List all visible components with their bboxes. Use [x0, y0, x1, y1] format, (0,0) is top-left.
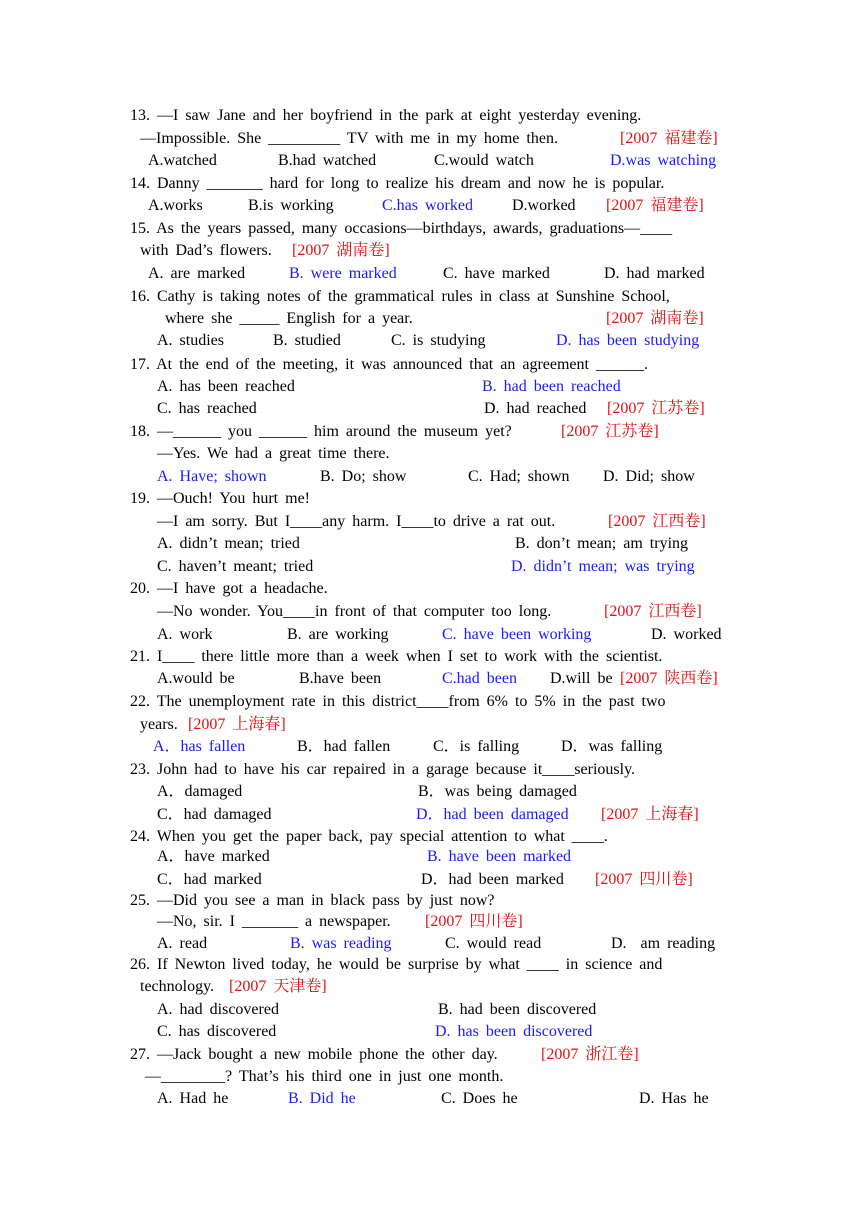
q17-stem: 17. At the end of the meeting, it was announced that an agreement ______. — [130, 356, 648, 373]
q24-stem: 24. When you get the paper back, pay special attention to what ____. — [130, 828, 608, 845]
q19-source: [2007 江西卷] — [608, 513, 706, 530]
q15-stem: 15. As the years passed, many occasions—birthdays, awards, graduations—____ — [130, 220, 673, 237]
q27-source: [2007 浙江卷] — [541, 1046, 639, 1063]
q13-stem: 13. —I saw Jane and her boyfriend in the park at eight yesterday evening. — [130, 107, 642, 124]
q27-option-d: D. Has he — [639, 1090, 709, 1107]
q18-option-b: B. Do; show — [320, 468, 407, 485]
q16-option-b: B. studied — [273, 332, 341, 349]
q19-option-d-answer: D. didn’t mean; was trying — [511, 558, 695, 575]
q24-source: [2007 四川卷] — [595, 871, 693, 888]
q20-option-d: D. worked — [651, 626, 722, 643]
q15-stem-2: with Dad’s flowers. — [140, 242, 272, 259]
q16-source: [2007 湖南卷] — [606, 310, 704, 327]
q14-option-b: B.is working — [248, 197, 334, 214]
q16-option-c: C. is studying — [391, 332, 486, 349]
q13-option-a: A.watched — [148, 152, 217, 169]
q21-option-b: B.have been — [299, 670, 382, 687]
q21-option-c-answer: C.had been — [442, 670, 517, 687]
q27-stem: 27. —Jack bought a new mobile phone the other day. — [130, 1046, 498, 1063]
q25-option-c: C. would read — [445, 935, 542, 952]
q25-stem: 25. —Did you see a man in black pass by just now? — [130, 892, 495, 909]
q20-option-c-answer: C. have been working — [442, 626, 592, 643]
q19-stem: 19. —Ouch! You hurt me! — [130, 490, 310, 507]
q19-option-c: C. haven’t meant; tried — [157, 558, 314, 575]
q18-option-d: D. Did; show — [603, 468, 695, 485]
q27-stem-2: —________? That’s his third one in just one month. — [145, 1068, 504, 1085]
q15-option-a: A. are marked — [148, 265, 246, 282]
q17-option-c: C. has reached — [157, 400, 257, 417]
q13-option-b: B.had watched — [278, 152, 377, 169]
q17-option-a: A. has been reached — [157, 378, 295, 395]
q17-source: [2007 江苏卷] — [607, 400, 705, 417]
q20-option-b: B. are working — [287, 626, 389, 643]
q23-stem: 23. John had to have his car repaired in a garage because it____seriously. — [130, 761, 636, 778]
q23-option-a: A．damaged — [157, 783, 243, 800]
q25-stem-2: —No, sir. I _______ a newspaper. — [157, 913, 391, 930]
q16-stem: 16. Cathy is taking notes of the grammatical rules in class at Sunshine School, — [130, 288, 670, 305]
q19-option-b: B. don’t mean; am trying — [515, 535, 689, 552]
q27-option-c: C. Does he — [441, 1090, 518, 1107]
q23-option-c: C．had damaged — [157, 806, 272, 823]
q15-option-c: C. have marked — [443, 265, 550, 282]
q26-stem-2: technology. — [140, 978, 215, 995]
q13-stem-2: —Impossible. She _________ TV with me in my home then. — [140, 130, 558, 147]
q25-option-d: D. am reading — [611, 935, 716, 952]
q22-option-b: B．had fallen — [297, 738, 391, 755]
q26-option-a: A. had discovered — [157, 1001, 279, 1018]
q27-option-a: A. Had he — [157, 1090, 229, 1107]
q23-option-b: B．was being damaged — [418, 783, 577, 800]
q15-option-d: D. had marked — [604, 265, 705, 282]
q26-stem: 26. If Newton lived today, he would be surprise by what ____ in science and — [130, 956, 663, 973]
q18-source: [2007 江苏卷] — [561, 423, 659, 440]
q24-option-b-answer: B. have been marked — [427, 848, 572, 865]
q24-option-d: D．had been marked — [421, 871, 564, 888]
q14-stem: 14. Danny _______ hard for long to realize his dream and now he is popular. — [130, 175, 665, 192]
q22-option-a-answer: A．has fallen — [153, 738, 246, 755]
q16-option-a: A. studies — [157, 332, 224, 349]
q22-option-c: C．is falling — [433, 738, 520, 755]
q24-option-a: A．have marked — [157, 848, 270, 865]
q14-option-a: A.works — [148, 197, 203, 214]
q14-source: [2007 福建卷] — [606, 197, 704, 214]
q20-stem: 20. —I have got a headache. — [130, 580, 328, 597]
q23-source: [2007 上海春] — [601, 806, 699, 823]
q22-stem: 22. The unemployment rate in this district____from 6% to 5% in the past two — [130, 693, 666, 710]
q22-stem-2: years. — [140, 716, 178, 733]
q18-stem-2: —Yes. We had a great time there. — [157, 445, 390, 462]
q25-option-b-answer: B. was reading — [290, 935, 392, 952]
q15-source: [2007 湖南卷] — [292, 242, 390, 259]
q17-option-d: D. had reached — [484, 400, 587, 417]
q26-option-c: C. has discovered — [157, 1023, 277, 1040]
q14-option-c-answer: C.has worked — [382, 197, 473, 214]
q17-option-b-answer: B. had been reached — [482, 378, 621, 395]
q22-source: [2007 上海春] — [188, 716, 286, 733]
q24-option-c: C．had marked — [157, 871, 262, 888]
q26-option-b: B. had been discovered — [438, 1001, 597, 1018]
q20-stem-2: —No wonder. You____in front of that computer too long. — [157, 603, 552, 620]
q26-option-d-answer: D. has been discovered — [435, 1023, 593, 1040]
q27-option-b-answer: B. Did he — [288, 1090, 356, 1107]
q25-source: [2007 四川卷] — [425, 913, 523, 930]
q21-stem: 21. I____ there little more than a week when I set to work with the scientist. — [130, 648, 663, 665]
q21-option-d: D.will be — [550, 670, 613, 687]
q20-option-a: A. work — [157, 626, 213, 643]
q23-option-d-answer: D．had been damaged — [416, 806, 569, 823]
q13-source: [2007 福建卷] — [620, 130, 718, 147]
q15-option-b-answer: B. were marked — [289, 265, 397, 282]
q16-option-d-answer: D. has been studying — [556, 332, 700, 349]
q14-option-d: D.worked — [512, 197, 576, 214]
q13-option-c: C.would watch — [434, 152, 534, 169]
q16-stem-2: where she _____ English for a year. — [165, 310, 413, 327]
q22-option-d: D．was falling — [561, 738, 663, 755]
q13-option-d-answer: D.was watching — [610, 152, 717, 169]
q18-option-c: C. Had; shown — [468, 468, 570, 485]
q25-option-a: A. read — [157, 935, 208, 952]
q18-stem: 18. —______ you ______ him around the museum yet? — [130, 423, 512, 440]
q19-stem-2: —I am sorry. But I____any harm. I____to drive a rat out. — [157, 513, 556, 530]
q21-source: [2007 陕西卷] — [620, 670, 718, 687]
q18-option-a-answer: A. Have; shown — [157, 468, 267, 485]
q26-source: [2007 天津卷] — [229, 978, 327, 995]
q20-source: [2007 江西卷] — [604, 603, 702, 620]
q19-option-a: A. didn’t mean; tried — [157, 535, 300, 552]
q21-option-a: A.would be — [157, 670, 235, 687]
